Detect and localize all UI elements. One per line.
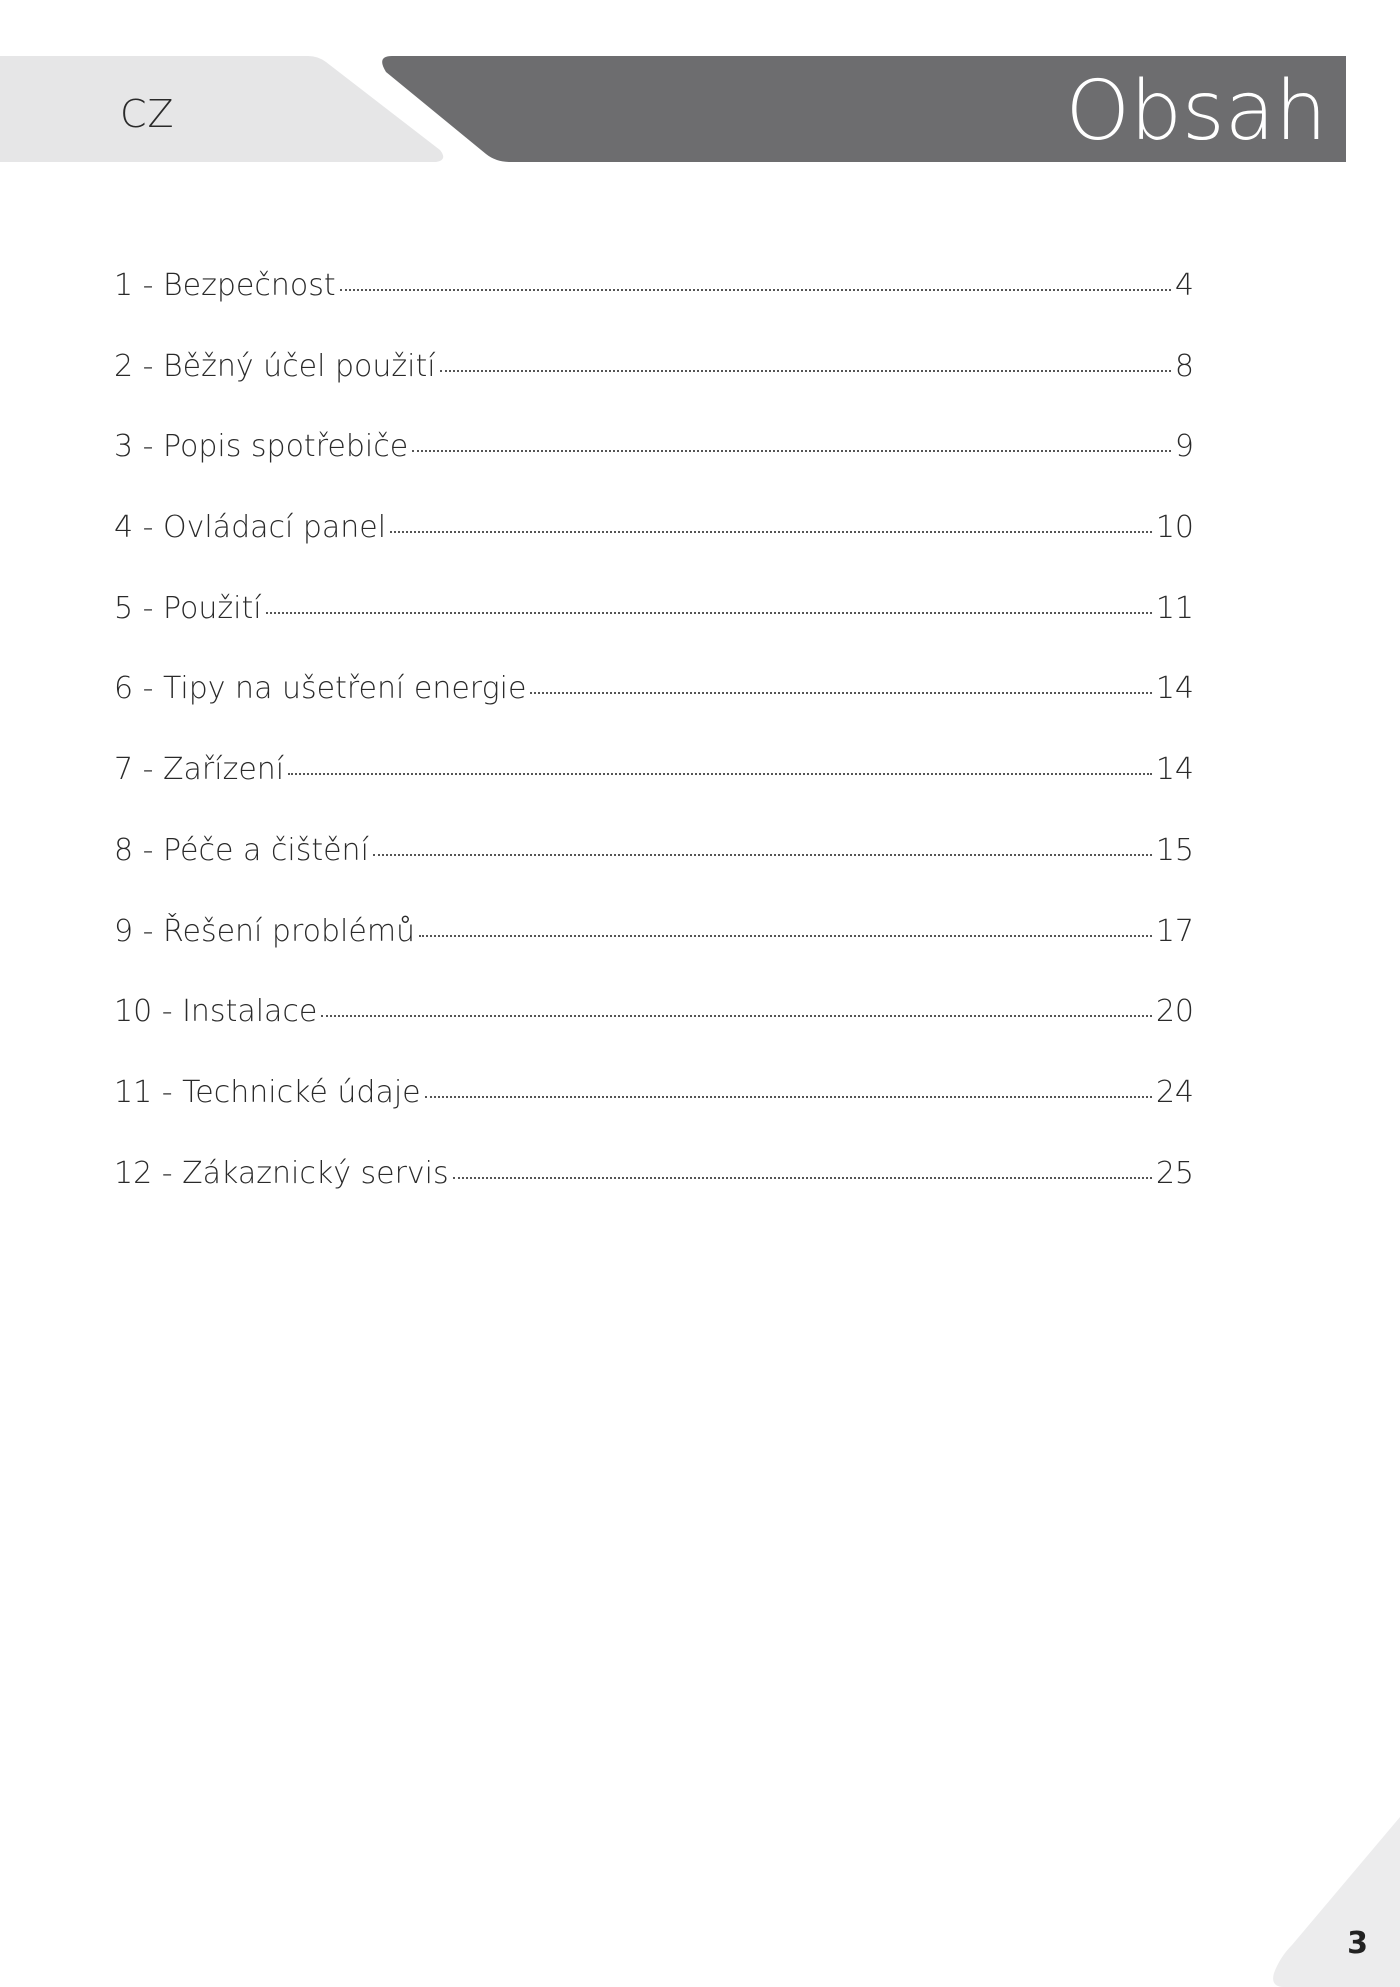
toc-entry-label: 11 - Technické údaje — [114, 1074, 421, 1110]
table-of-contents — [114, 268, 1194, 1236]
dot-leader — [321, 1015, 1151, 1017]
toc-entry-page: 8 — [1174, 348, 1194, 384]
dot-leader — [373, 854, 1152, 856]
toc-entry-label: 3 - Popis spotřebiče — [114, 429, 409, 465]
toc-entry[interactable] — [114, 349, 1194, 430]
toc-entry[interactable] — [114, 994, 1194, 1075]
dot-leader — [425, 1096, 1152, 1098]
toc-entry[interactable] — [114, 510, 1194, 591]
toc-entry-page: 9 — [1174, 429, 1194, 465]
toc-entry-label: 1 - Bezpečnost — [114, 268, 336, 303]
toc-entry-page: 17 — [1155, 913, 1194, 949]
toc-entry-label: 4 - Ovládací panel — [114, 510, 387, 546]
toc-entry-label: 10 - Instalace — [114, 994, 318, 1030]
toc-entry-page: 24 — [1155, 1074, 1194, 1110]
toc-entry-page: 15 — [1155, 832, 1194, 868]
toc-entry-label: 5 - Použití — [114, 590, 262, 626]
toc-entry[interactable] — [114, 1075, 1194, 1156]
toc-entry[interactable] — [114, 671, 1194, 752]
dot-leader — [419, 935, 1152, 937]
toc-entry-label: 8 - Péče a čištění — [114, 832, 369, 868]
toc-entry-label: 2 - Běžný účel použití — [114, 348, 436, 384]
toc-entry[interactable] — [114, 1156, 1194, 1237]
language-code: CZ — [120, 92, 175, 136]
toc-entry[interactable] — [114, 268, 1194, 349]
dot-leader — [266, 612, 1152, 614]
toc-entry[interactable] — [114, 914, 1194, 995]
toc-entry[interactable] — [114, 591, 1194, 672]
toc-entry-label: 9 - Řešení problémů — [114, 913, 416, 949]
dot-leader — [530, 692, 1151, 694]
dot-leader — [412, 450, 1171, 452]
toc-entry-page: 25 — [1155, 1155, 1194, 1191]
page-title: Obsah — [1065, 64, 1327, 159]
language-tab-shape — [0, 56, 443, 162]
toc-entry-page: 11 — [1155, 590, 1194, 626]
dot-leader — [340, 289, 1171, 291]
toc-entry-page: 14 — [1155, 752, 1194, 788]
dot-leader — [440, 370, 1171, 372]
toc-entry-page: 10 — [1155, 510, 1194, 546]
toc-entry[interactable] — [114, 833, 1194, 914]
dot-leader — [288, 773, 1152, 775]
dot-leader — [453, 1177, 1152, 1179]
toc-entry[interactable] — [114, 429, 1194, 510]
toc-entry-page: 20 — [1155, 994, 1194, 1030]
toc-entry-page: 4 — [1174, 268, 1194, 303]
toc-entry-label: 7 - Zařízení — [114, 752, 285, 788]
toc-entry[interactable] — [114, 752, 1194, 833]
page-number: 3 — [1347, 1926, 1368, 1961]
dot-leader — [390, 531, 1152, 533]
page-corner-shape — [1270, 1817, 1400, 1987]
toc-entry-label: 12 - Zákaznický servis — [114, 1155, 449, 1191]
toc-entry-label: 6 - Tipy na ušetření energie — [114, 671, 527, 707]
toc-entry-page: 14 — [1155, 671, 1194, 707]
